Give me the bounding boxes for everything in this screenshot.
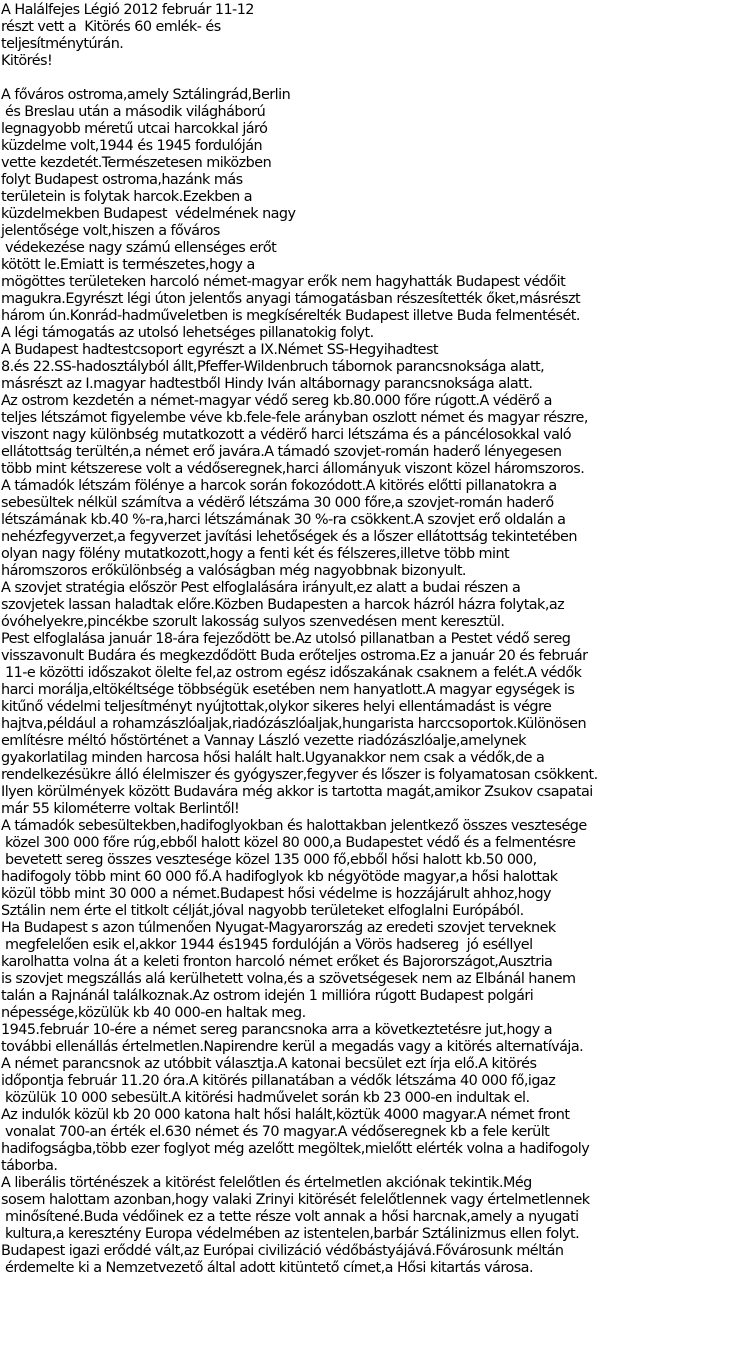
- text-line: teljesítménytúrán.: [1, 36, 124, 52]
- text-line: A támadók létszám fölénye a harcok során fokozódott.A kitörés előtti pillanatokra a: [1, 478, 557, 494]
- intro-block: [1, 2, 746, 70]
- text-line: visszavonult Budára és megkezdődött Buda erőteljes ostroma.Ez a január 20 és február: [1, 648, 588, 664]
- text-line: sebesültek nélkül számítva a védërő létszáma 30 000 főre,a szovjet-román haderő: [1, 495, 554, 511]
- text-line: Kitörés!: [1, 53, 53, 69]
- text-line: gyakorlatilag minden harcosa hősi halált halt.Ugyanakkor nem csak a védők,de a: [1, 750, 545, 766]
- text-line: Az ostrom kezdetén a német-magyar védő sereg kb.80.000 főre rúgott.A védërő a: [1, 393, 552, 409]
- text-line: több mint kétszerese volt a védőseregnek,harci állományuk viszont közel háromszoros.: [1, 461, 585, 477]
- text-line: óvóhelyekre,pincékbe szorult lakosság sulyos szenvedésen ment keresztül.: [1, 614, 505, 630]
- text-line: hadifogoly több mint 60 000 fő.A hadifoglyok kb négyötöde magyar,a hősi halottak: [1, 869, 558, 885]
- text-line: sosem halottam azonban,hogy valaki Zrinyi kitörését felelőtlennek vagy értelmetlennek: [1, 1192, 590, 1208]
- text-line: A Budapest hadtestcsoport egyrészt a IX.Német SS-Hegyihadtest: [1, 342, 439, 358]
- text-line: vette kezdetét.Természetesen miközben: [1, 155, 272, 171]
- text-line: nehézfegyverzet,a fegyverzet javítási lehetőségek és a lőszer ellátottság tekintetében: [1, 529, 577, 545]
- text-line: A támadók sebesültekben,hadifoglyokban és halottakban jelentkező összes vesztesége: [1, 818, 587, 834]
- text-line: 8.és 22.SS-hadosztályból állt,Pfeffer-Wildenbruch tábornok parancsnoksága alatt,: [1, 359, 545, 375]
- text-line: további ellenállás értelmetlen.Napirendre kerül a megadás vagy a kitörés alternatívája.: [1, 1039, 584, 1055]
- text-line: magukra.Egyrészt légi úton jelentős anyagi támogatásban részesítették őket,másrészt: [1, 291, 581, 307]
- text-line: Budapest igazi erőddé vált,az Európai civilizáció védőbástyájává.Fővárosunk méltán: [1, 1243, 564, 1259]
- text-line: közel 300 000 főre rúg,ebből halott közel 80 000,a Budapestet védő és a felmentésre: [1, 835, 576, 851]
- text-line: időpontja február 11.20 óra.A kitörés pillanatában a védők létszáma 40 000 fő,igaz: [1, 1073, 556, 1089]
- text-line: teljes létszámot figyelembe véve kb.fele-fele arányban oszlott német és magyar részre,: [1, 410, 588, 426]
- text-line: A liberális történészek a kitörést felelőtlen és értelmetlen akciónak tekintik.Még: [1, 1175, 532, 1191]
- text-line: közülük 10 000 sebesült.A kitörési hadművelet során kb 23 000-en indultak el.: [1, 1090, 530, 1106]
- text-line: Ilyen körülmények között Budavára még akkor is tartotta magát,amikor Zsukov csapatai: [1, 784, 593, 800]
- text-line: karolhatta volna át a keleti fronton harcoló német erőket és Bajorországot,Ausztria: [1, 954, 553, 970]
- text-line: mögöttes területeken harcoló német-magyar erők nem hagyhatták Budapest védőit: [1, 274, 566, 290]
- text-line: A Halálfejes Légió 2012 február 11-12: [1, 2, 254, 18]
- text-line: másrészt az I.magyar hadtestből Hindy Iván altábornagy parancsnoksága alatt.: [1, 376, 533, 392]
- text-line: küzdelmekben Budapest védelmének nagy: [1, 206, 296, 222]
- text-line: talán a Rajnánál találkoznak.Az ostrom idején 1 millióra rúgott Budapest polgári: [1, 988, 534, 1004]
- text-line: A szovjet stratégia először Pest elfoglalására irányult,ez alatt a budai részen a: [1, 580, 521, 596]
- text-line: megfelelően esik el,akkor 1944 és1945 fordulóján a Vörös hadsereg jó eséllyel: [1, 937, 533, 953]
- text-line: bevetett sereg összes vesztesége közel 135 000 fő,ebből hősi halott kb.50 000,: [1, 852, 537, 868]
- text-line: említésre méltó hőstörténet a Vannay László vezette riadózászlóalje,amelynek: [1, 733, 526, 749]
- text-line: védekezése nagy számú ellenséges erőt: [1, 240, 277, 256]
- text-line: kitűnő védelmi teljesítményt nyújtottak,olykor sikeres helyi ellentámadást is végre: [1, 699, 552, 715]
- text-line: A légi támogatás az utolsó lehetséges pillanatokig folyt.: [1, 325, 374, 341]
- text-line: szovjetek lassan haladtak előre.Közben Budapesten a harcok házról házra folytak,az: [1, 597, 565, 613]
- text-line: 11-e közötti időszakot ölelte fel,az ostrom egész időszakának csaknem a felét.A védők: [1, 665, 582, 681]
- text-line: jelentősége volt,hiszen a főváros: [1, 223, 220, 239]
- text-line: A német parancsnok az utóbbit választja.A katonai becsület ezt írja elő.A kitörés: [1, 1056, 537, 1072]
- text-line: területein is folytak harcok.Ezekben a: [1, 189, 252, 205]
- text-line: legnagyobb méretű utcai harcokkal járó: [1, 121, 268, 137]
- text-line: népessége,közülük kb 40 000-en haltak meg.: [1, 1005, 306, 1021]
- text-line: Ha Budapest s azon túlmenően Nyugat-Magyarország az eredeti szovjet terveknek: [1, 920, 556, 936]
- text-line: érdemelte ki a Nemzetvezető által adott kitüntető címet,a Hősi kitartás városa.: [1, 1260, 533, 1276]
- text-line: létszámának kb.40 %-ra,harci létszámának 30 %-ra csökkent.A szovjet erő oldalán a: [1, 512, 566, 528]
- text-line: kultura,a keresztény Europa védelmében az istentelen,barbár Sztálinizmus ellen folyt.: [1, 1226, 580, 1242]
- text-line: vonalat 700-an érték el.630 német és 70 magyar.A védőseregnek kb a fele került: [1, 1124, 550, 1140]
- body-text-block: [1, 87, 746, 1277]
- text-line: is szovjet megszállás alá kerülhetett volna,és a szövetségesek nem az Elbánál hanem: [1, 971, 576, 987]
- text-line: Sztálin nem érte el titkolt célját,jóval nagyobb területeket elfoglalni Európából.: [1, 903, 524, 919]
- text-line: táborba.: [1, 1158, 58, 1174]
- text-line: viszont nagy különbség mutatkozott a védërő harci létszáma és a páncélosokkal való: [1, 427, 572, 443]
- text-line: már 55 kilométerre voltak Berlintől!: [1, 801, 240, 817]
- text-line: három ún.Konrád-hadműveletben is megkísérelték Budapest illetve Buda felmentését.: [1, 308, 580, 324]
- text-line: háromszoros erőkülönbség a valóságban még nagyobbnak bizonyult.: [1, 563, 466, 579]
- text-line: olyan nagy fölény mutatkozott,hogy a fenti két és félszeres,illetve több mint: [1, 546, 510, 562]
- text-line: hajtva,például a rohamzászlóaljak,riadózászlóaljak,hungarista harccsoportok.Különösen: [1, 716, 587, 732]
- text-line: rendelkezésükre álló élelmiszer és gyógyszer,fegyver és lőszer is folyamatosan csökkent.: [1, 767, 598, 783]
- text-line: ellátottság terültén,a német erő javára.A támadó szovjet-román haderő lényegesen: [1, 444, 562, 460]
- paragraph-spacer: [1, 70, 746, 87]
- text-line: részt vett a Kitörés 60 emlék- és: [1, 19, 221, 35]
- text-line: hadifogságba,több ezer foglyot még azelőtt megöltek,mielőtt elérték volna a hadifogoly: [1, 1141, 590, 1157]
- text-line: Pest elfoglalása január 18-ára fejeződött be.Az utolsó pillanatban a Pestet védő sereg: [1, 631, 571, 647]
- text-line: folyt Budapest ostroma,hazánk más: [1, 172, 243, 188]
- text-line: kötött le.Emiatt is természetes,hogy a: [1, 257, 255, 273]
- text-line: A főváros ostroma,amely Sztálingrád,Berlin: [1, 87, 291, 103]
- text-line: küzdelme volt,1944 és 1945 fordulóján: [1, 138, 263, 154]
- text-line: minősítené.Buda védőinek ez a tette része volt annak a hősi harcnak,amely a nyugati: [1, 1209, 579, 1225]
- text-line: harci morálja,eltökéltsége többségük esetében nem hanyatlott.A magyar egységek is: [1, 682, 575, 698]
- text-line: közül több mint 30 000 a német.Budapest hősi védelme is hozzájárult ahhoz,hogy: [1, 886, 552, 902]
- text-line: 1945.február 10-ére a német sereg parancsnoka arra a következtetésre jut,hogy a: [1, 1022, 552, 1038]
- text-line: Az indulók közül kb 20 000 katona halt hősi halált,köztük 4000 magyar.A német front: [1, 1107, 570, 1123]
- text-line: és Breslau után a második világháború: [1, 104, 266, 120]
